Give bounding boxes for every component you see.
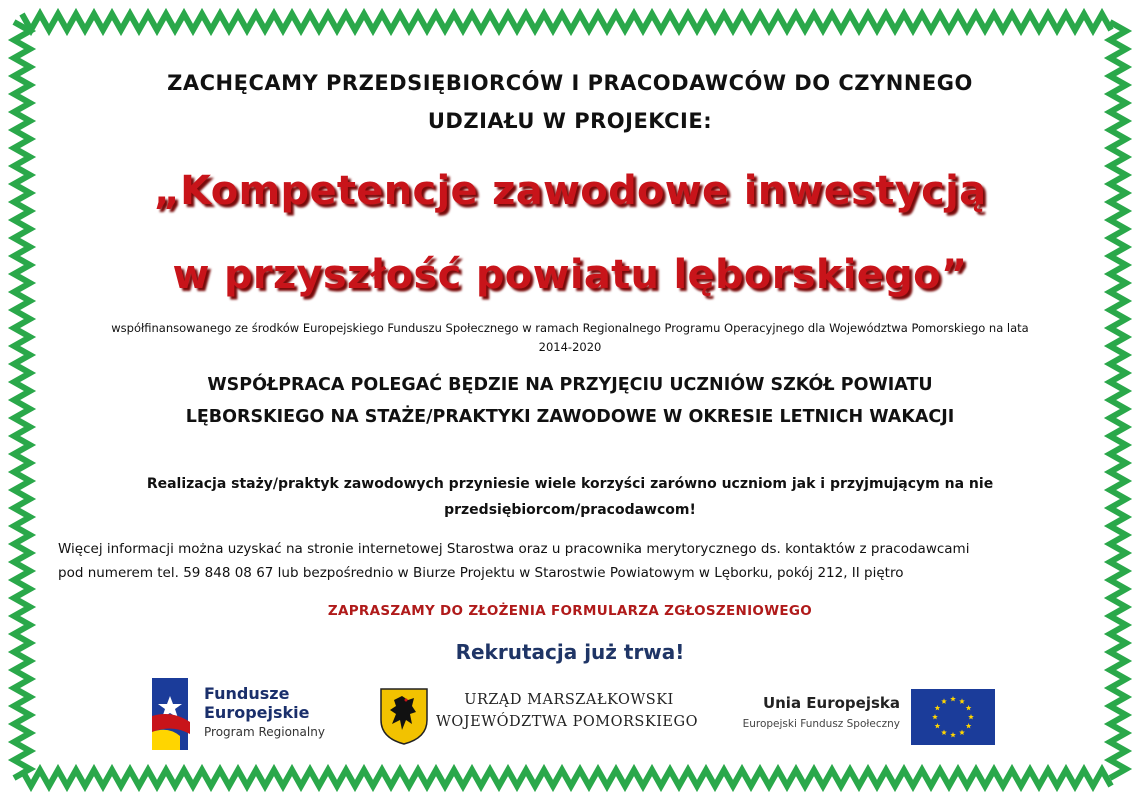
ue-logo-line-2: Europejski Fundusz Społeczny [742, 718, 900, 730]
fe-logo-line-2: Europejskie [204, 703, 310, 722]
um-logo-line-2: WOJEWÓDZTWA POMORSKIEGO [436, 714, 698, 730]
project-title-line-2: w przyszłość powiatu lęborskiego” [172, 252, 968, 298]
cooperation-line-1: WSPÓŁPRACA POLEGAĆ BĘDZIE NA PRZYJĘCIU UCZNIÓW SZKÓŁ POWIATU [207, 375, 933, 395]
contact-information [58, 537, 1098, 585]
contact-info-line-2: pod numerem tel. 59 848 08 67 lub bezpośrednio w Biurze Projektu w Starostwie Powiatowym w Lęborku, pokój 212, II piętro [58, 565, 904, 581]
fe-logo-line-1: Fundusze [204, 684, 290, 703]
cooperation-statement [40, 369, 1100, 433]
invitation-heading [40, 64, 1100, 140]
application-invitation: ZAPRASZAMY DO ZŁOŻENIA FORMULARZA ZGŁOSZENIOWEGO [327, 603, 813, 619]
invitation-heading-line-1: ZACHĘCAMY PRZEDSIĘBIORCÓW I PRACODAWCÓW DO CZYNNEGO [167, 71, 973, 95]
cofunding-note-line-1: współfinansowanego ze środków Europejskiego Funduszu Społecznego w ramach Regionalnego Programu Operacyjnego dla Województwa Pomorskiego na lata [111, 321, 1029, 335]
invitation-heading-line-2: UDZIAŁU W PROJEKCIE: [427, 109, 713, 133]
eu-flag-icon [911, 689, 995, 745]
ue-logo-line-1: Unia Europejska [762, 694, 900, 712]
pomeranian-griffin-crest-icon [378, 686, 430, 746]
cofunding-note-line-2: 2014-2020 [538, 340, 602, 354]
cofunding-note [60, 319, 1080, 357]
cooperation-line-2: LĘBORSKIEGO NA STAŻE/PRAKTYKI ZAWODOWE W OKRESIE LETNICH WAKACJI [185, 407, 955, 427]
benefits-line-2: przedsiębiorcom/pracodawcom! [444, 502, 696, 518]
logo-fundusze-europejskie [150, 676, 350, 756]
logo-urzad-marszalkowski [378, 686, 698, 748]
contact-info-line-1: Więcej informacji można uzyskać na stronie internetowej Starostwa oraz u pracownika merytorycznego ds. kontaktów z pracodawcami [58, 541, 970, 557]
eu-funds-star-icon [150, 676, 194, 752]
um-logo-line-1: URZĄD MARSZAŁKOWSKI [464, 692, 674, 708]
project-title-line-1: „Kompetencje zawodowe inwestycją [153, 168, 987, 214]
benefits-statement [80, 471, 1060, 523]
poster-content [40, 40, 1100, 760]
recruitment-notice: Rekrutacja już trwa! [455, 640, 685, 664]
logo-unia-europejska [720, 686, 1000, 748]
fe-logo-line-3: Program Regionalny [204, 725, 325, 739]
benefits-line-1: Realizacja staży/praktyk zawodowych przyniesie wiele korzyści zarówno uczniom jak i przyjmującym na nie [146, 476, 994, 492]
